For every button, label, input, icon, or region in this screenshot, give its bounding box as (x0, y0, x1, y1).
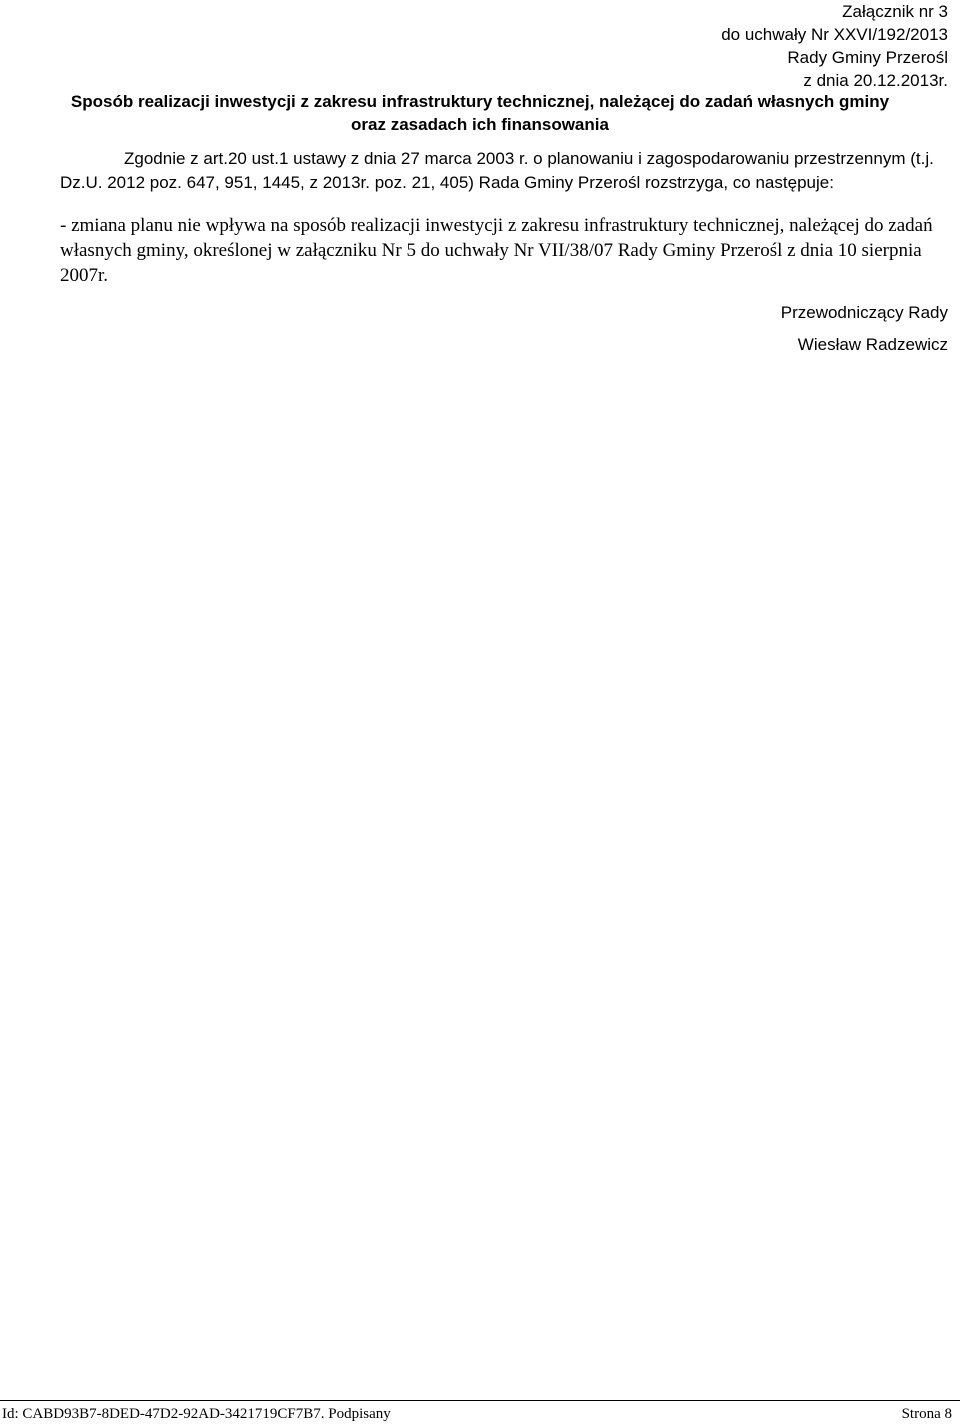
signatory-role: Przewodniczący Rady (780, 303, 948, 322)
council-name: Rady Gminy Przerośl (787, 48, 948, 67)
signatory-name: Wiesław Radzewicz (797, 335, 948, 354)
page-number: Strona 8 (901, 1406, 952, 1422)
document-id: Id: CABD93B7-8DED-47D2-92AD-3421719CF7B7. Podpisany (2, 1406, 391, 1422)
resolution-date: z dnia 20.12.2013r. (803, 71, 948, 90)
attachment-header (528, 0, 948, 92)
legal-basis-paragraph: Zgodnie z art.20 ust.1 ustawy z dnia 27 marca 2003 r. o planowaniu i zagospodarowaniu przestrzennym (t.j. Dz.U. 2012 poz. 647, 951, 1445, z 2013r. poz. 21, 405) Rada Gminy Przerośl rozstrzyga, co następuje: (60, 149, 934, 192)
resolution-number: do uchwały Nr XXVI/192/2013 (721, 25, 948, 44)
attachment-number: Załącznik nr 3 (842, 2, 948, 21)
page-footer (0, 1400, 960, 1424)
resolution-paragraph: - zmiana planu nie wpływa na sposób realizacji inwestycji z zakresu infrastruktury technicznej, należącej do zadań własnych gminy, określonej w załączniku Nr 5 do uchwały Nr VII/38/07 Rady Gminy Przerośl z dnia 10 sierpnia 2007r. (60, 215, 933, 286)
document-title: Sposób realizacji inwestycji z zakresu infrastruktury technicznej, należącej do zadań własnych gminy oraz zasadach ich finansowania (70, 92, 890, 134)
